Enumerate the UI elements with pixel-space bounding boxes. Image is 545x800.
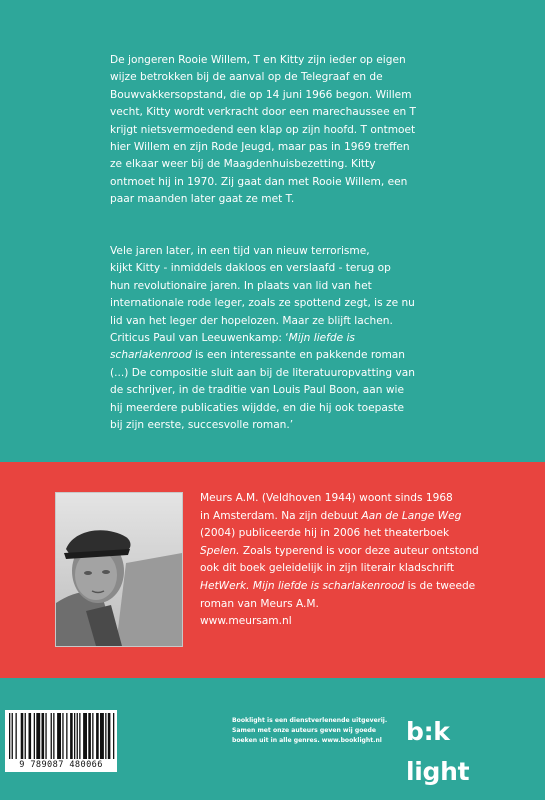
quote-intro: Criticus Paul van Leeuwenkamp: ‘ <box>110 332 289 344</box>
text-line <box>110 347 510 364</box>
text-line: Vele jaren later, in een tijd van nieuw terrorisme, <box>110 245 370 257</box>
barcode-bar <box>70 713 73 759</box>
synopsis-paragraph-1 <box>110 52 510 209</box>
barcode-bar <box>77 713 78 759</box>
text-line: lid van het leger der hopelozen. Maar ze blijft lachen. <box>110 314 393 327</box>
text-line: bij zijn eerste, succesvolle roman.’ <box>110 419 294 432</box>
text-line <box>110 330 510 347</box>
author-bio <box>200 490 520 631</box>
barcode-bar <box>42 713 45 759</box>
barcode-bar <box>79 713 80 759</box>
barcode-bar <box>100 713 104 759</box>
barcode-bar <box>96 713 99 759</box>
barcode-bar <box>108 713 111 759</box>
barcode-bar <box>45 713 46 759</box>
text-line: (...) De compositie sluit aan bij de literatuuropvatting van <box>110 366 415 379</box>
text-line: (2004) publiceerde hij in 2006 het theaterboek <box>200 527 450 540</box>
text-line: De jongeren Rooie Willem, T en Kitty zijn ieder op eigen <box>110 54 406 66</box>
barcode-bar <box>21 713 24 759</box>
barcode-bar <box>34 713 35 759</box>
barcode-bar <box>53 713 54 759</box>
text-line: vecht, Kitty wordt verkracht door een marechaussee en T <box>110 106 417 119</box>
text-line <box>200 578 520 596</box>
debut-title: Aan de Lange Weg <box>361 509 462 522</box>
text-line: kijkt Kitty - inmiddels dakloos en verslaafd - terug op <box>110 262 391 275</box>
barcode-bar <box>113 713 114 759</box>
bio-text: Zoals typerend is voor deze auteur ontstond <box>239 544 479 557</box>
barcode-bar <box>88 713 91 759</box>
barcode-bar <box>36 713 40 759</box>
barcode-bar <box>83 713 87 759</box>
barcode-bar <box>25 713 26 759</box>
barcode-bar <box>29 713 32 759</box>
text-line: Bouwvakkersopstand, die op 14 juni 1966 begon. Willem <box>110 88 412 101</box>
text-line: Meurs A.M. (Veldhoven 1944) woont sinds 1968 <box>200 492 453 504</box>
text-line: paar maanden later gaat ze met T. <box>110 193 295 206</box>
publisher-logo: b:k light <box>406 717 470 786</box>
barcode-bar <box>57 713 61 759</box>
book-title: Mijn liefde is <box>288 332 355 344</box>
text-line: hun revolutionaire jaren. In plaats van lid van het <box>110 279 372 292</box>
publisher-note <box>232 716 392 747</box>
barcode-bar <box>74 713 75 759</box>
text-line <box>200 508 520 526</box>
synopsis-paragraph-2 <box>110 243 510 330</box>
author-website: www.meursam.nl <box>200 615 292 628</box>
text-line: hij meerdere publicaties wijdde, en die hij ook toepaste <box>110 401 405 414</box>
author-portrait-image <box>56 493 182 646</box>
text-line: internationale rode leger, zoals ze spottend zegt, is ze nu <box>110 297 415 310</box>
barcode-bar <box>12 713 13 759</box>
barcode-bar <box>62 713 63 759</box>
barcode-bar <box>16 713 17 759</box>
text-line: krijgt nietsvermoedend een klap op zijn hoofd. T ontmoet <box>110 123 416 136</box>
barcode-bar <box>9 713 10 759</box>
barcode-bars <box>5 713 117 763</box>
text-line: ontmoet hij in 1970. Zij gaat dan met Rooie Willem, een <box>110 175 408 188</box>
text-line: de schrijver, in de traditie van Louis Paul Boon, aan wie <box>110 384 404 397</box>
text-line: ze elkaar weer bij de Maagdenhuisbezetting. Kitty <box>110 158 376 171</box>
quote-text: is een interessante en pakkende roman <box>191 349 405 362</box>
text-line: boeken uit in alle genres. www.booklight.nl <box>232 737 382 745</box>
text-line: ook dit boek geleidelijk in zijn literair kladschrift <box>200 562 455 575</box>
critic-quote <box>110 330 510 434</box>
isbn-barcode <box>5 710 117 772</box>
bio-text: is de tweede <box>404 579 476 592</box>
text-line: Samen met onze auteurs geven wij goede <box>232 727 377 735</box>
barcode-bar <box>105 713 106 759</box>
isbn-number: 9 789087 480066 <box>19 760 103 770</box>
barcode-bar <box>51 713 52 759</box>
theater-book-title: Spelen. <box>200 544 240 557</box>
barcode-bar <box>92 713 93 759</box>
barcode-bar <box>66 713 67 759</box>
text-line: roman van Meurs A.M. <box>200 597 319 610</box>
author-photo <box>55 492 183 647</box>
bio-text: in Amsterdam. Na zijn debuut <box>200 509 362 522</box>
book-title: scharlakenrood <box>110 349 192 362</box>
book-title: HetWerk. Mijn liefde is scharlakenrood <box>200 579 405 592</box>
text-line: hier Willem en zijn Rode Jeugd, maar pas in 1969 treffen <box>110 141 410 154</box>
text-line <box>200 543 520 561</box>
text-line: wijze betrokken bij de aanval op de Telegraaf en de <box>110 71 383 84</box>
text-line: Booklight is een dienstverlenende uitgeverij. <box>232 717 388 724</box>
